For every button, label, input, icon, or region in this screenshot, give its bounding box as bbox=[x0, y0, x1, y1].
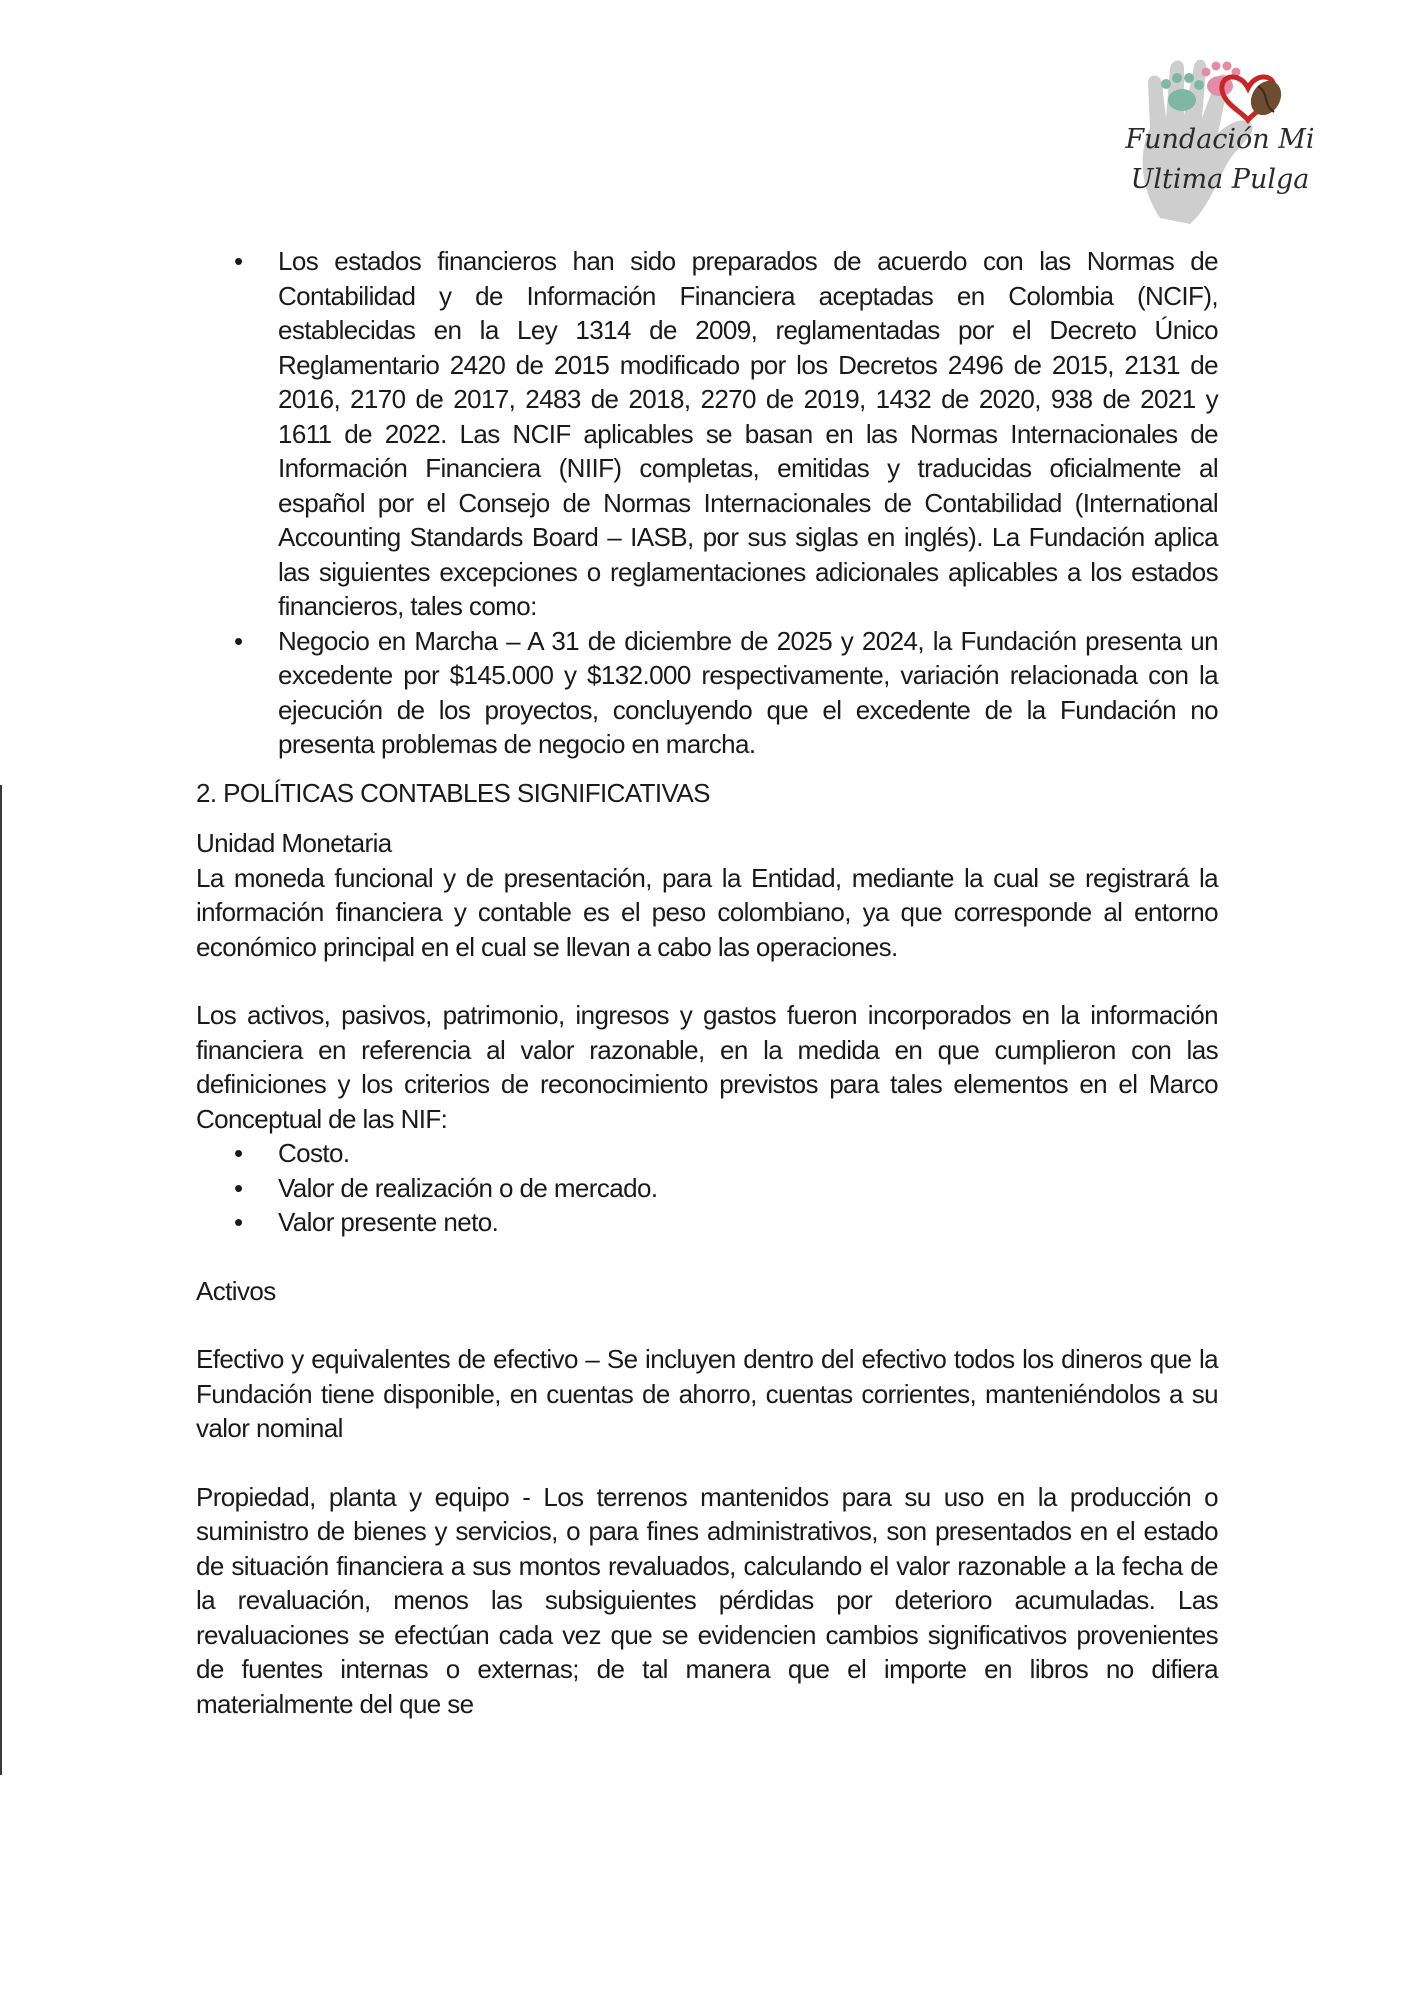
propiedad-paragraph: Propiedad, planta y equipo - Los terrenos mantenidos para su uso en la producción o suministro de bienes y servicios, o para fines administrativos, son presentados en el estado de situación financiera a sus montos revaluados, calculando el valor razonable a la fecha de la revaluación, menos las subsiguientes pérdidas por deterioro acumuladas. Las revaluaciones se efectúan cada vez que se evidencien cambios significativos provenientes de fuentes internas o externas; de tal manera que el importe en libros no difiera materialmente del que se bbox=[196, 1481, 1218, 1719]
list-item: • Valor presente neto. bbox=[196, 1205, 1218, 1240]
section-heading: 2. POLÍTICAS CONTABLES SIGNIFICATIVAS bbox=[196, 777, 710, 808]
valuation-paragraph: Los activos, pasivos, patrimonio, ingresos y gastos fueron incorporados en la información financiera en referencia al valor razonable, en la medida en que cumplieron con las definiciones y los criterios de reconocimiento previstos para tales elementos en el Marco Conceptual de las NIF: bbox=[196, 1000, 1218, 1134]
logo-wordmark bbox=[1120, 120, 1320, 200]
unidad-monetaria-title: Unidad Monetaria bbox=[196, 828, 392, 858]
list-item: • Negocio en Marcha – A 31 de diciembre de 2025 y 2024, la Fundación presenta un excedente por $145.000 y $132.000 respectivamente, variación relacionada con la ejecución de los proyectos, concluyendo que el excedente de la Fundación no presenta problemas de negocio en marcha. bbox=[196, 624, 1218, 762]
intro-bullet-list bbox=[196, 244, 1218, 762]
logo-line-2: Ultima Pulga bbox=[1130, 164, 1310, 195]
list-item: • Costo. bbox=[196, 1136, 1218, 1171]
left-margin-rule bbox=[0, 785, 2, 1775]
logo-line-1: Fundación Mi bbox=[1125, 124, 1315, 155]
efectivo-paragraph: Efectivo y equivalentes de efectivo – Se incluyen dentro del efectivo todos los dineros que la Fundación tiene disponible, en cuentas de ahorro, cuentas corrientes, manteniéndolos a su valor nominal bbox=[196, 1344, 1218, 1443]
activos-title: Activos bbox=[196, 1275, 276, 1306]
valuation-bullet-list bbox=[196, 1136, 1218, 1240]
list-item: • Valor de realización o de mercado. bbox=[196, 1171, 1218, 1206]
document-body bbox=[196, 244, 1218, 1721]
list-item: • Los estados financieros han sido preparados de acuerdo con las Normas de Contabilidad y de Información Financiera aceptadas en Colombia (NCIF), establecidas en la Ley 1314 de 2009, reglamentadas por el Decreto Único Reglamentario 2420 de 2015 modificado por los Decretos 2496 de 2015, 2131 de 2016, 2170 de 2017, 2483 de 2018, 2270 de 2019, 1432 de 2020, 938 de 2021 y 1611 de 2022. Las NCIF aplicables se basan en las Normas Internacionales de Información Financiera (NIIF) completas, emitidas y traducidas oficialmente al español por el Consejo de Normas Internacionales de Contabilidad (International Accounting Standards Board – IASB, por sus siglas en inglés). La Fundación aplica las siguientes excepciones o reglamentaciones adicionales aplicables a los estados financieros, tales como: bbox=[196, 244, 1218, 624]
unidad-monetaria-paragraph: La moneda funcional y de presentación, para la Entidad, mediante la cual se registrará la información financiera y contable es el peso colombiano, ya que corresponde al entorno económico principal en el cual se llevan a cabo las operaciones. bbox=[196, 862, 1218, 962]
